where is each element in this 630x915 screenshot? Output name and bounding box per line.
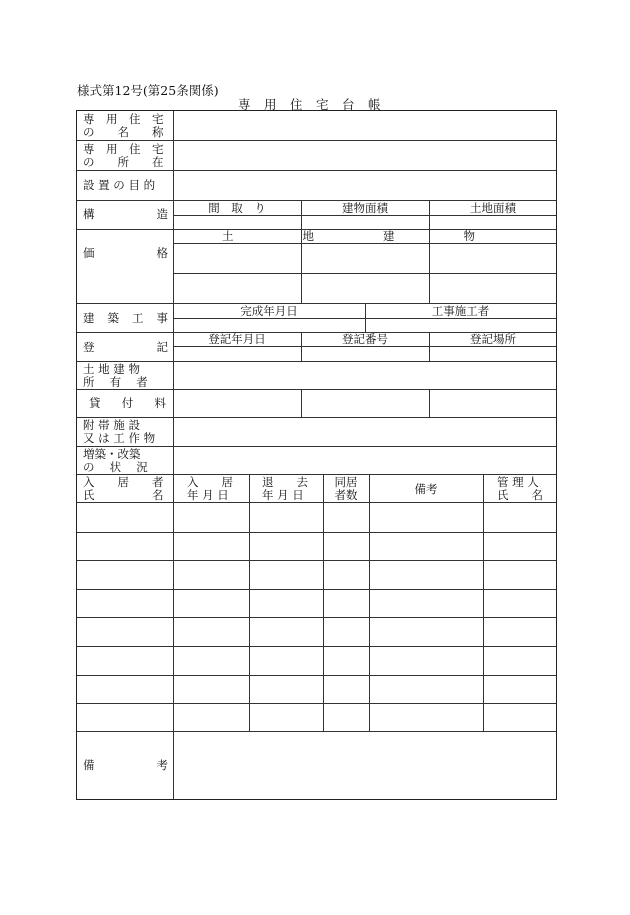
label-facilities: 附 帯 施 設 又 は 工 作 物 bbox=[83, 418, 156, 445]
header-completion-date: 完成年月日 bbox=[240, 304, 298, 318]
header-registration-place: 登記場所 bbox=[470, 332, 516, 346]
label-registration: 登 記 bbox=[83, 340, 168, 354]
header-notes: 備考 bbox=[414, 482, 438, 496]
header-registration-date: 登記年月日 bbox=[208, 332, 266, 346]
header-registration-number: 登記番号 bbox=[342, 332, 388, 346]
page-title: 専 用 住 宅 台 帳 bbox=[238, 97, 382, 112]
header-price-building: 建 物 bbox=[383, 229, 475, 243]
header-land-area: 土地面積 bbox=[470, 201, 516, 215]
label-housing-location: 専 用 住 宅 の 所 在 bbox=[83, 142, 164, 169]
header-cohabitants: 同居 者数 bbox=[334, 475, 358, 502]
label-housing-name: 専 用 住 宅 の 名 称 bbox=[83, 112, 164, 139]
header-price-land: 土 地 bbox=[222, 229, 314, 243]
header-building-area: 建物面積 bbox=[342, 201, 388, 215]
header-floor-plan: 間 取 り bbox=[208, 201, 266, 215]
label-remarks: 備 考 bbox=[83, 758, 168, 772]
label-owner: 土 地 建 物 所 有 者 bbox=[83, 362, 148, 389]
header-tenant-name: 入 居 者 氏 名 bbox=[83, 475, 164, 502]
label-rent: 貸 付 料 bbox=[89, 396, 166, 410]
label-price: 価 格 bbox=[83, 246, 168, 260]
header-move-out-date: 退 去 年 月 日 bbox=[262, 475, 308, 502]
header-contractor: 工事施工者 bbox=[431, 304, 490, 318]
label-purpose: 設 置 の 目 的 bbox=[83, 178, 156, 192]
label-construction: 建 築 工 事 bbox=[83, 311, 168, 325]
header-move-in-date: 入 居 年 月 日 bbox=[187, 475, 233, 502]
header-manager-name: 管 理 人 氏 名 bbox=[497, 475, 543, 502]
form-number: 様式第12号(第25条関係) bbox=[77, 83, 219, 98]
label-extension: 増築・改築 の 状 況 bbox=[83, 447, 148, 474]
label-structure: 構 造 bbox=[83, 207, 168, 221]
housing-ledger-table bbox=[76, 110, 557, 800]
